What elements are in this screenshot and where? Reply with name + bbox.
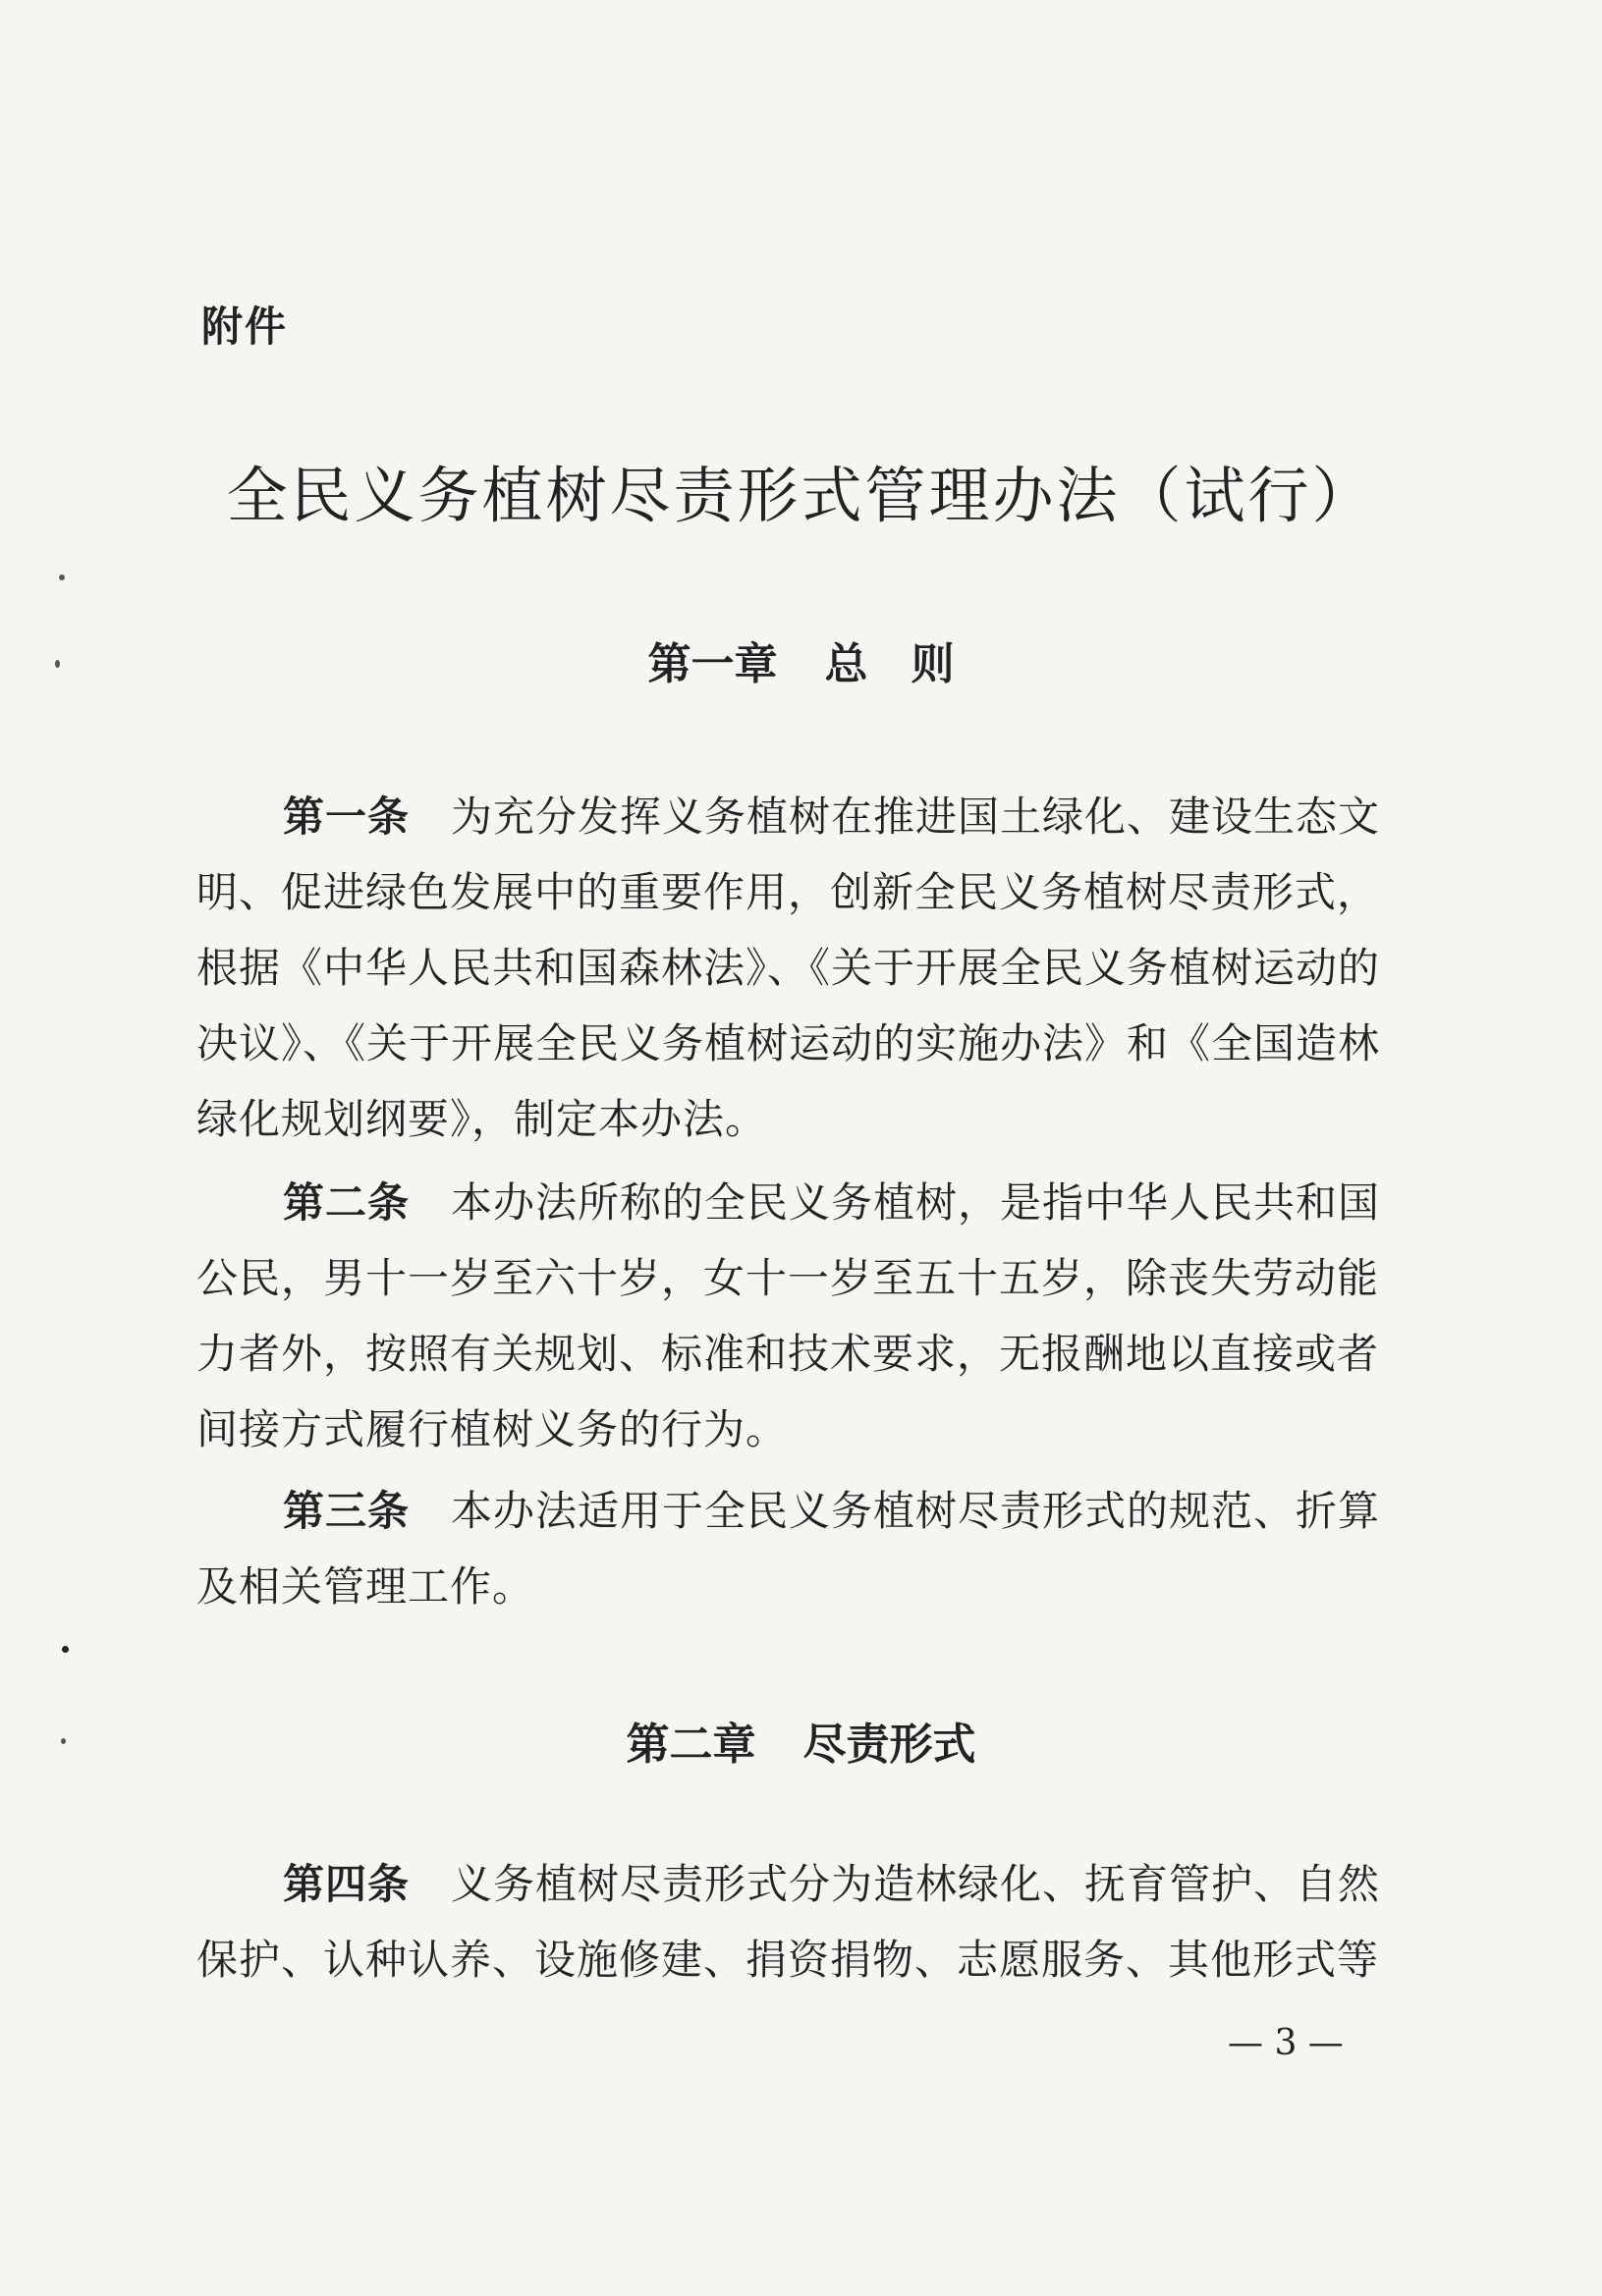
scan-speck — [55, 660, 60, 668]
article-2 — [196, 1165, 1385, 1467]
article-label: 第四条 — [283, 1860, 411, 1908]
scan-speck — [62, 1646, 69, 1653]
article-line: 绿化规划纲要》，制定本办法。 — [196, 1095, 768, 1143]
article-line: 公民，男十一岁至六十岁，女十一岁至五十五岁，除丧失劳动能 — [196, 1254, 1380, 1302]
document-title: 全民义务植树尽责形式管理办法（试行） — [226, 460, 1376, 531]
article-line: 力者外，按照有关规划、标准和技术要求，无报酬地以直接或者 — [196, 1330, 1380, 1378]
article-4 — [196, 1846, 1385, 1997]
article-line: 第二条 本办法所称的全民义务植树，是指中华人民共和国 — [283, 1178, 1381, 1227]
article-label: 第三条 — [283, 1487, 411, 1535]
article-line: 第三条 本办法适用于全民义务植树尽责形式的规范、折算 — [283, 1487, 1381, 1535]
chapter-number: 第一章 — [647, 639, 778, 689]
article-line: 及相关管理工作。 — [196, 1562, 535, 1611]
scan-speck — [59, 574, 65, 580]
article-label: 第二条 — [283, 1178, 411, 1227]
article-line: 根据《中华人民共和国森林法》、《关于开展全民义务植树运动的 — [196, 944, 1381, 992]
scan-speck — [61, 1738, 66, 1744]
article-line: 第一条 为充分发挥义务植树在推进国土绿化、建设生态文 — [283, 793, 1381, 841]
chapter-number: 第二章 — [626, 1720, 756, 1770]
article-line: 决议》、《关于开展全民义务植树运动的实施办法》和《全国造林 — [196, 1019, 1381, 1067]
article-line: 间接方式履行植树义务的行为。 — [196, 1405, 789, 1453]
chapter-title: 总 则 — [824, 639, 955, 689]
article-line: 第四条 义务植树尽责形式分为造林绿化、抚育管护、自然 — [283, 1860, 1381, 1908]
attachment-label: 附件 — [201, 302, 289, 351]
article-1 — [196, 779, 1385, 1157]
article-3 — [196, 1473, 1385, 1624]
article-label: 第一条 — [283, 793, 411, 841]
article-line: 保护、认种认养、设施修建、捐资捐物、志愿服务、其他形式等 — [196, 1936, 1380, 1984]
chapter-heading — [0, 1709, 1602, 1772]
article-line: 明、促进绿色发展中的重要作用，创新全民义务植树尽责形式， — [196, 868, 1380, 916]
chapter-heading — [0, 629, 1602, 691]
page-number: — 3 — — [1228, 2023, 1344, 2063]
chapter-title: 尽责形式 — [802, 1720, 976, 1770]
